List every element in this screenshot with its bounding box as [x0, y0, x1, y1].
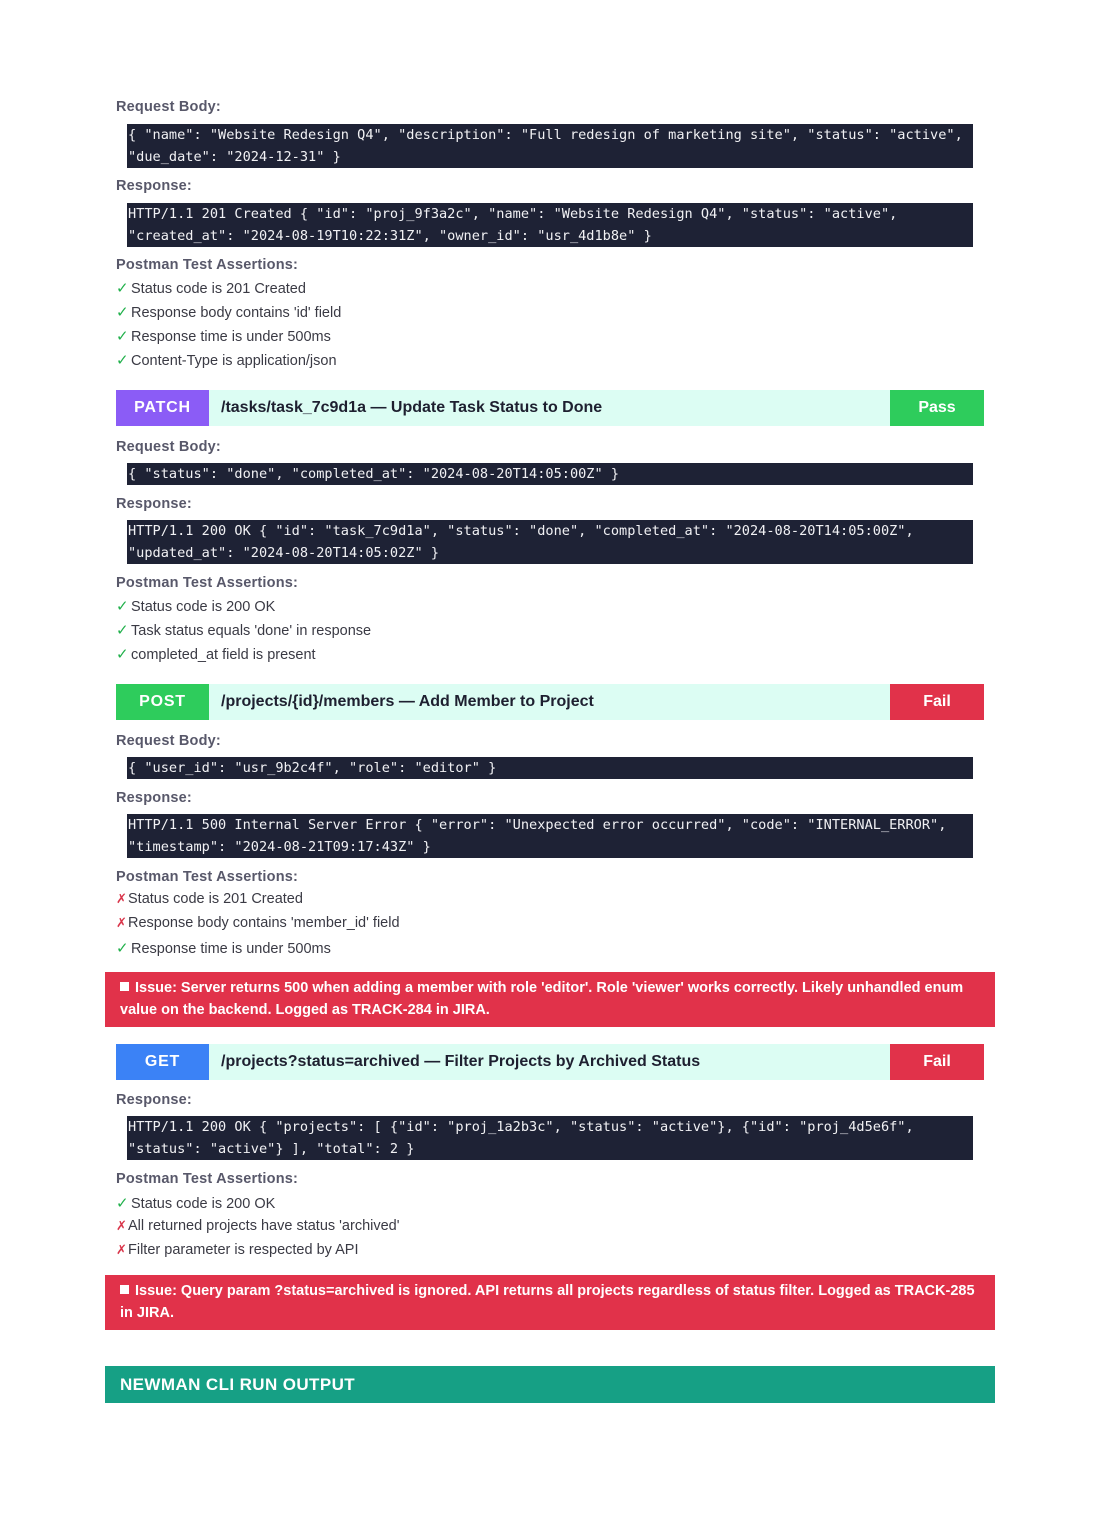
- assertion-item: [116, 327, 331, 345]
- check-icon: ✓: [116, 280, 129, 297]
- issue-text: Issue: Server returns 500 when adding a member with role 'editor'. Role 'viewer' works correctly. Likely unhandled enum value on the backend. Logged as TRACK-284 in JIRA.: [120, 980, 964, 1018]
- endpoint-title: /projects?status=archived — Filter Projects by Archived Status: [221, 1053, 701, 1070]
- endpoint-header: [116, 1044, 984, 1080]
- assertion-item: [116, 303, 341, 321]
- assertions-label: Postman Test Assertions:: [116, 575, 299, 591]
- response-label: Response:: [116, 1092, 192, 1108]
- check-icon: ✓: [116, 940, 129, 957]
- request-body-code: { "user_id": "usr_9b2c4f", "role": "editor" }: [127, 757, 973, 779]
- issue-callout: [105, 1275, 995, 1330]
- assertion-text: Response body contains 'member_id' field: [128, 915, 400, 931]
- assertion-item: [116, 915, 400, 931]
- assertion-item: [116, 279, 306, 297]
- issue-square-icon: [120, 1285, 129, 1294]
- request-body-code: { "name": "Website Redesign Q4", "description": "Full redesign of marketing site", "status": "active", "due_date": "2024-12-31" }: [127, 124, 973, 168]
- assertion-text: completed_at field is present: [131, 647, 316, 663]
- response-code: HTTP/1.1 200 OK { "projects": [ {"id": "proj_1a2b3c", "status": "active"}, {"id": "proj_4d5e6f", "status": "active"} ], "total": 2 }: [127, 1116, 973, 1160]
- check-icon: ✓: [116, 304, 129, 321]
- assertion-text: Response time is under 500ms: [131, 941, 331, 957]
- assertions-label: Postman Test Assertions:: [116, 1171, 299, 1187]
- issue-square-icon: [120, 982, 129, 991]
- assertion-item: [116, 621, 371, 639]
- assertion-text: Status code is 201 Created: [128, 891, 303, 907]
- method-badge: PATCH: [116, 390, 209, 426]
- assertion-text: Content-Type is application/json: [131, 353, 337, 369]
- endpoint-title: /projects/{id}/members — Add Member to Project: [221, 693, 594, 710]
- request-body-code: { "status": "done", "completed_at": "2024-08-20T14:05:00Z" }: [127, 463, 973, 485]
- method-badge: POST: [116, 684, 209, 720]
- assertion-item: [116, 1218, 400, 1234]
- check-icon: ✓: [116, 598, 129, 615]
- endpoint-header: [116, 684, 984, 720]
- response-code: HTTP/1.1 200 OK { "id": "task_7c9d1a", "status": "done", "completed_at": "2024-08-20T14:05:00Z", "updated_at": "2024-08-20T14:05:02Z" }: [127, 520, 973, 564]
- assertion-item: [116, 597, 275, 615]
- check-icon: ✓: [116, 622, 129, 639]
- assertion-item: [116, 645, 316, 663]
- result-badge: Fail: [890, 684, 984, 720]
- method-badge: GET: [116, 1044, 209, 1080]
- assertions-label: Postman Test Assertions:: [116, 257, 299, 273]
- assertion-text: Task status equals 'done' in response: [131, 623, 372, 639]
- assertion-item: [116, 351, 337, 369]
- assertion-text: Status code is 200 OK: [131, 1196, 276, 1212]
- cross-icon: ✗: [116, 1218, 127, 1233]
- assertion-text: Filter parameter is respected by API: [128, 1242, 359, 1258]
- check-icon: ✓: [116, 328, 129, 345]
- section-header-newman-output: NEWMAN CLI RUN OUTPUT: [105, 1366, 995, 1403]
- response-label: Response:: [116, 790, 192, 806]
- check-icon: ✓: [116, 1195, 129, 1212]
- cross-icon: ✗: [116, 915, 127, 930]
- assertions-label: Postman Test Assertions:: [116, 869, 299, 885]
- response-code: HTTP/1.1 201 Created { "id": "proj_9f3a2c", "name": "Website Redesign Q4", "status": "active", "created_at": "2024-08-19T10:22:31Z", "owner_id": "usr_4d1b8e" }: [127, 203, 973, 247]
- response-label: Response:: [116, 496, 192, 512]
- cross-icon: ✗: [116, 1242, 127, 1257]
- response-label: Response:: [116, 178, 192, 194]
- assertion-item: [116, 1242, 359, 1258]
- endpoint-title: /tasks/task_7c9d1a — Update Task Status to Done: [221, 399, 603, 416]
- check-icon: ✓: [116, 352, 129, 369]
- request-body-label: Request Body:: [116, 439, 221, 455]
- assertion-item: [116, 891, 303, 907]
- assertion-text: All returned projects have status 'archived': [128, 1218, 400, 1234]
- request-body-label: Request Body:: [116, 733, 221, 749]
- assertion-text: Response time is under 500ms: [131, 329, 331, 345]
- issue-callout: [105, 972, 995, 1027]
- issue-text: Issue: Query param ?status=archived is ignored. API returns all projects regardless of status filter. Logged as TRACK-285 in JIRA.: [120, 1283, 975, 1321]
- cross-icon: ✗: [116, 891, 127, 906]
- result-badge: Pass: [890, 390, 984, 426]
- result-badge: Fail: [890, 1044, 984, 1080]
- request-body-label: Request Body:: [116, 99, 221, 115]
- assertion-text: Status code is 200 OK: [131, 599, 276, 615]
- endpoint-header: [116, 390, 984, 426]
- check-icon: ✓: [116, 646, 129, 663]
- assertion-item: [116, 939, 331, 957]
- assertion-text: Response body contains 'id' field: [131, 305, 342, 321]
- assertion-item: [116, 1194, 275, 1212]
- response-code: HTTP/1.1 500 Internal Server Error { "error": "Unexpected error occurred", "code": "INTERNAL_ERROR", "timestamp": "2024-08-21T09:17:43Z" }: [127, 814, 973, 858]
- assertion-text: Status code is 201 Created: [131, 281, 306, 297]
